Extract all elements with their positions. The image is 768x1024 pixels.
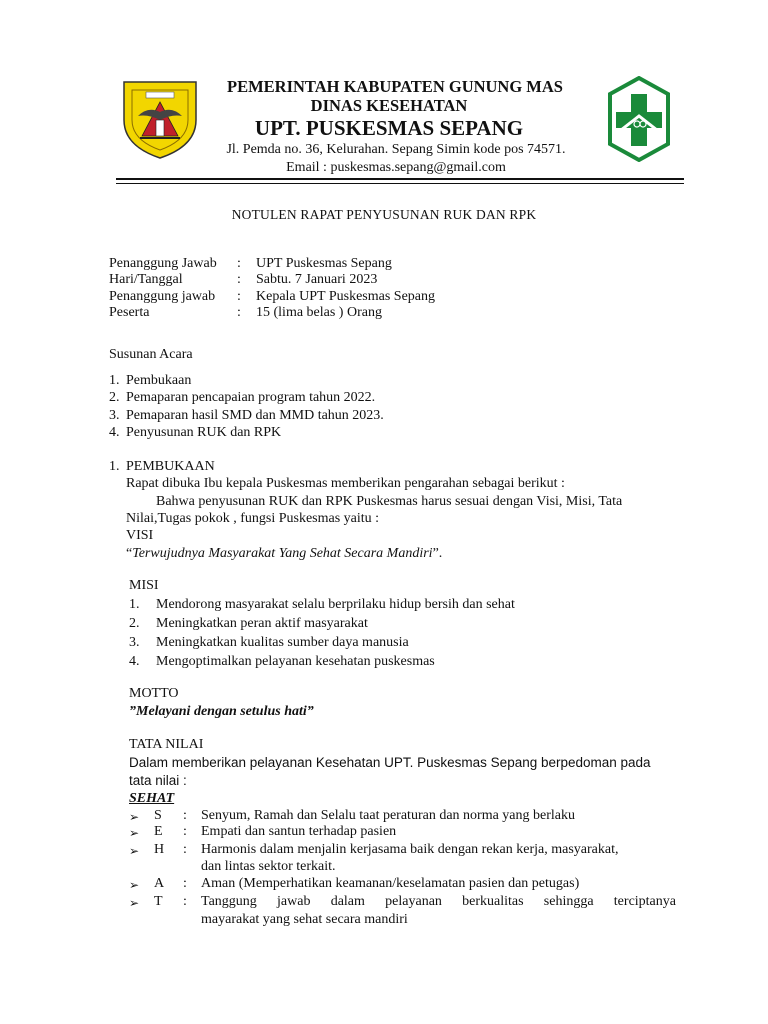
section-number: 1. (109, 459, 120, 474)
info-label: Hari/Tanggal (109, 272, 183, 287)
misi-item: Mengoptimalkan pelayanan kesehatan puskesmas (156, 654, 435, 669)
sehat-separator: : (183, 824, 187, 839)
agenda-item: Pemaparan hasil SMD dan MMD tahun 2023. (126, 408, 384, 423)
sehat-word: jawab (277, 894, 311, 909)
section-heading-pembukaan: PEMBUKAAN (126, 459, 215, 474)
sehat-separator: : (183, 808, 187, 823)
visi-open-quote: “ (126, 546, 133, 561)
info-separator: : (237, 272, 241, 287)
sehat-letter: E (154, 824, 163, 839)
agenda-item: Pemaparan pencapaian program tahun 2022. (126, 390, 376, 405)
info-value: 15 (lima belas ) Orang (256, 305, 382, 320)
misi-number: 3. (129, 635, 140, 650)
letterhead-rule-thick (116, 178, 684, 180)
visi-statement (126, 546, 442, 562)
info-separator: : (237, 256, 241, 271)
arrow-bullet-icon: ➢ (129, 810, 140, 824)
info-label: Penanggung Jawab (109, 256, 217, 271)
visi-close-quote: ”. (432, 546, 443, 561)
letterhead-institution: UPT. PUSKESMAS SEPANG (254, 116, 524, 140)
agenda-heading: Susunan Acara (109, 347, 193, 362)
sehat-description: Aman (Memperhatikan keamanan/keselamatan pasien dan petugas) (201, 876, 580, 891)
misi-number: 4. (129, 654, 140, 669)
sehat-letter: H (154, 842, 165, 857)
agenda-number: 2. (109, 390, 120, 405)
sehat-description: Harmonis dalam menjalin kerjasama baik dengan rekan kerja, masyarakat, (201, 842, 619, 857)
info-separator: : (237, 289, 241, 304)
opening-intro: Rapat dibuka Ibu kepala Puskesmas memberikan pengarahan sebagai berikut : (126, 476, 565, 491)
sehat-description-continued: mayarakat yang sehat secara mandiri (201, 912, 408, 927)
visi-text: Terwujudnya Masyarakat Yang Sehat Secara Mandiri (132, 546, 433, 561)
sehat-word: dalam (330, 894, 365, 909)
opening-paragraph-line: Nilai,Tugas pokok , fungsi Puskesmas yaitu : (126, 511, 380, 526)
tata-nilai-heading: TATA NILAI (129, 737, 204, 752)
letterhead-address: Jl. Pemda no. 36, Kelurahan. Sepang Simin kode pos 74571. (226, 142, 566, 157)
sehat-word: berkualitas (462, 894, 524, 909)
sehat-word: sehingga (543, 894, 594, 909)
motto-text: ”Melayani dengan setulus hati” (129, 704, 314, 719)
sehat-description-justified (201, 894, 676, 910)
sehat-separator: : (183, 842, 187, 857)
agenda-item: Penyusunan RUK dan RPK (126, 425, 282, 440)
info-separator: : (237, 305, 241, 320)
misi-number: 1. (129, 597, 140, 612)
sehat-letter: A (154, 876, 165, 891)
sehat-word: terciptanya (613, 894, 676, 909)
sehat-separator: : (183, 876, 187, 891)
info-value: Kepala UPT Puskesmas Sepang (256, 289, 435, 304)
opening-paragraph-line: Bahwa penyusunan RUK dan RPK Puskesmas harus sesuai dengan Visi, Misi, Tata (156, 494, 623, 509)
letterhead-government: PEMERINTAH KABUPATEN GUNUNG MAS (227, 77, 563, 96)
misi-item: Meningkatkan peran aktif masyarakat (156, 616, 368, 631)
misi-item: Mendorong masyarakat selalu berprilaku hidup bersih dan sehat (156, 597, 515, 612)
sehat-description: Senyum, Ramah dan Selalu taat peraturan dan norma yang berlaku (201, 808, 575, 823)
info-value: UPT Puskesmas Sepang (256, 256, 392, 271)
tata-nilai-intro: Dalam memberikan pelayanan Kesehatan UPT. Puskesmas Sepang berpedoman pada (129, 755, 651, 770)
misi-item: Meningkatkan kualitas sumber daya manusia (156, 635, 409, 650)
sehat-letter: T (154, 894, 163, 909)
visi-heading: VISI (126, 528, 154, 543)
arrow-bullet-icon: ➢ (129, 896, 140, 910)
sehat-title: SEHAT (129, 791, 175, 806)
arrow-bullet-icon: ➢ (129, 878, 140, 892)
letterhead-rule-thin (116, 183, 684, 184)
info-label: Penanggung jawab (109, 289, 216, 304)
letterhead-department: DINAS KESEHATAN (310, 96, 468, 115)
agenda-number: 4. (109, 425, 120, 440)
sehat-description-continued: dan lintas sektor terkait. (201, 859, 336, 874)
motto-heading: MOTTO (129, 686, 179, 701)
sehat-letter: S (154, 808, 162, 823)
sehat-word: pelayanan (385, 894, 442, 909)
misi-heading: MISI (129, 578, 159, 593)
agenda-number: 3. (109, 408, 120, 423)
sehat-word: Tanggung (201, 894, 257, 909)
sehat-separator: : (183, 894, 187, 909)
document-title: NOTULEN RAPAT PENYUSUNAN RUK DAN RPK (231, 207, 537, 222)
info-value: Sabtu. 7 Januari 2023 (256, 272, 378, 287)
tata-nilai-intro: tata nilai : (129, 773, 187, 788)
arrow-bullet-icon: ➢ (129, 844, 140, 858)
arrow-bullet-icon: ➢ (129, 826, 140, 840)
agenda-item: Pembukaan (126, 373, 192, 388)
info-label: Peserta (109, 305, 150, 320)
sehat-description: Empati dan santun terhadap pasien (201, 824, 397, 839)
letterhead-email: Email : puskesmas.sepang@gmail.com (286, 160, 506, 175)
misi-number: 2. (129, 616, 140, 631)
agenda-number: 1. (109, 373, 120, 388)
